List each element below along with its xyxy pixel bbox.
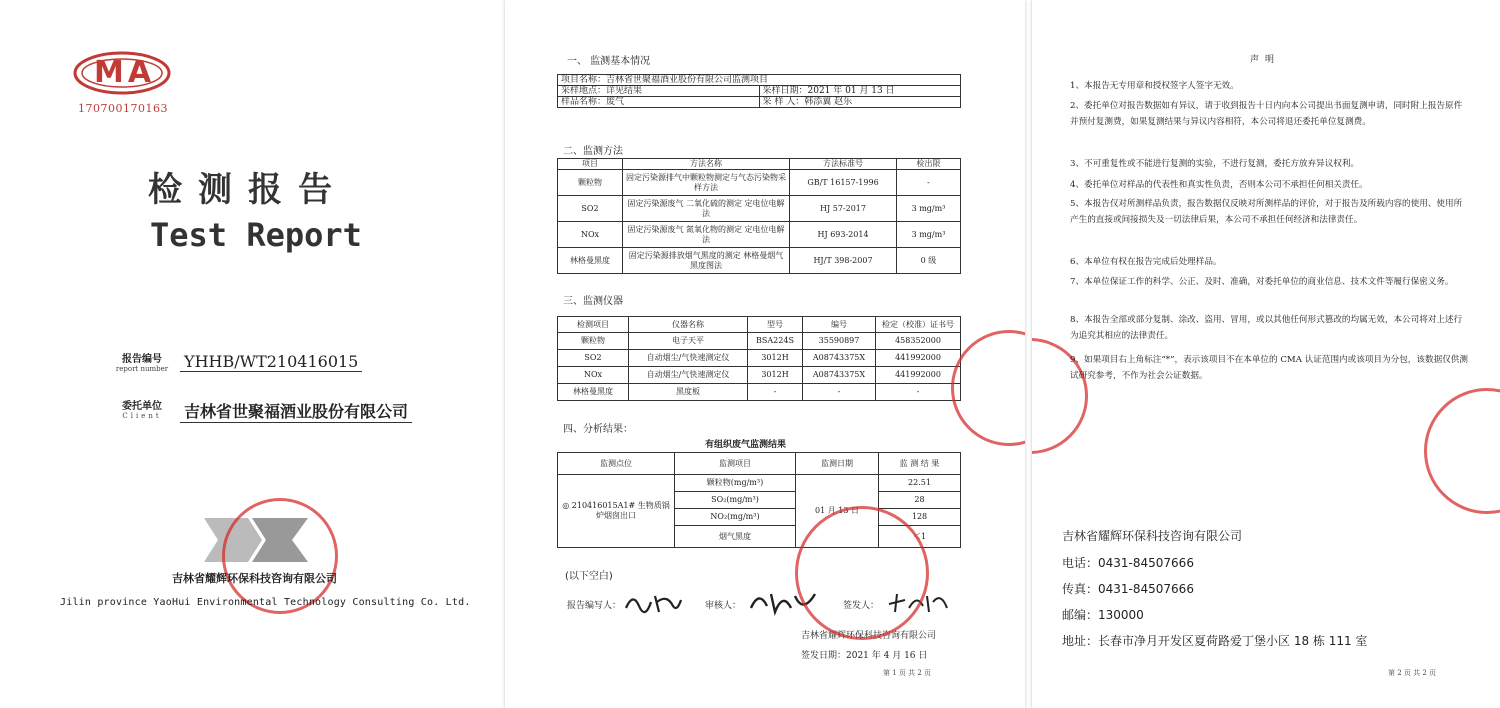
report-number: YHHB/WT210416015 [180,352,362,372]
table-cell: HJ 693-2014 [790,222,897,248]
company-seal-icon [795,506,929,640]
table-cell: 黑度板 [629,384,748,401]
table-cell: 林格曼黑度 [558,248,623,274]
table-cell: - [897,170,961,196]
table-header-cell: 检出限 [897,159,961,170]
table-cell: 01 月 13 日 [796,475,879,548]
table-row [558,97,961,108]
method-table [557,158,961,274]
table-row [558,248,961,274]
table-cell: 项目名称：吉林省世聚福酒业股份有限公司监测项目 [558,75,961,86]
table-cell: ＜1 [879,526,961,548]
table-cell: SO₂(mg/m³) [675,492,796,509]
page-number: 第 2 页 共 2 页 [1388,669,1437,677]
preparer-signature-icon [623,590,683,616]
report-title-en: Test Report [150,216,362,254]
client-label: 委托单位 [122,401,162,412]
instrument-table [557,316,961,401]
table-cell: A08743375X [803,367,876,384]
cma-logo-text: MA [94,55,156,90]
table-header-cell: 监 测 结 果 [879,453,961,475]
approver-label: 签发人： [843,601,880,611]
blank-note: (以下空白) [565,571,613,582]
client-label-en: Client [122,412,162,420]
table-cell: NOx [558,367,629,384]
table-cell: 林格曼黑度 [558,384,629,401]
cma-cert-number: 170700170163 [78,102,168,115]
table-cell: HJ 57-2017 [790,196,897,222]
table-cell: 采样地点：详见结果 [558,86,760,97]
table-cell: 35590897 [803,333,876,350]
section1-title: 一、 监测基本情况 [567,56,651,67]
table-row [558,475,961,492]
table-cell: A08743375X [803,350,876,367]
table-header-cell: 监测项目 [675,453,796,475]
table-cell: 458352000 [876,333,961,350]
table-cell: 0 级 [897,248,961,274]
section2-title: 二、监测方法 [563,146,623,157]
table-cell: 颗粒物 [558,333,629,350]
table-cell: NO₂(mg/m³) [675,509,796,526]
statement-item: 5、本报告仅对所测样品负责，报告数据仅反映对所测样品的评价，对于报告及所载内容的使用、使用所产生的直接或间接损失及一切法律后果，本公司不承担任何经济和法律责任。 [1070,199,1463,225]
table-header-row [558,159,961,170]
statement-item: 4、委托单位对样品的代表性和真实性负责，否则本公司不承担任何相关责任。 [1070,180,1368,190]
table-cell: 自动烟尘/气快速测定仪 [629,350,748,367]
table-cell: 441992000 [876,367,961,384]
issue-date: 签发日期：2021 年 4 月 16 日 [801,651,928,661]
table-cell: 颗粒物 [558,170,623,196]
table-header-cell: 检测项目 [558,317,629,333]
data-page [505,0,1025,708]
table-row [558,367,961,384]
table-cell: HJ/T 398-2007 [790,248,897,274]
table-header-cell: 方法名称 [623,159,790,170]
contact-company: 吉林省耀辉环保科技咨询有限公司 [1062,529,1243,543]
contact-tel: 电话：0431-84507666 [1062,556,1194,570]
statement-page [1032,0,1500,708]
section3-title: 三、监测仪器 [563,296,623,307]
table-cell: 颗粒物(mg/m³) [675,475,796,492]
table-cell: 电子天平 [629,333,748,350]
table-cell: 采 样 人：韩添翼 赵乐 [759,97,961,108]
table-cell: 128 [879,509,961,526]
table-header-cell: 监测点位 [558,453,675,475]
cover-page [0,0,498,708]
contact-fax: 传真：0431-84507666 [1062,582,1194,596]
client-label-block [112,397,172,420]
table-header-cell: 方法标准号 [790,159,897,170]
table-row [558,222,961,248]
table-cell: ◎ 210416015A1# 生物质锅炉烟囱出口 [558,475,675,548]
company-name-cn: 吉林省耀辉环保科技咨询有限公司 [172,572,337,585]
table-header-cell: 检定（校准）证书号 [876,317,961,333]
table-header-row [558,317,961,333]
table-cell: 固定污染源排放烟气黑度的测定 林格曼烟气黑度图法 [623,248,790,274]
table-cell: 固定污染源排气中颗粒物测定与气态污染物采样方法 [623,170,790,196]
table-cell: NOx [558,222,623,248]
table-cell: 22.51 [879,475,961,492]
table-cell: 3012H [748,367,803,384]
table-cell: 固定污染源废气 氮氧化物的测定 定电位电解法 [623,222,790,248]
table-cell: - [803,384,876,401]
table-cell: 固定污染源废气 二氧化硫的测定 定电位电解法 [623,196,790,222]
statement-item: 7、本单位保证工作的科学、公正、及时、准确，对委托单位的商业信息、技术文件等履行保密义务。 [1070,277,1454,287]
statement-item: 3、不可重复性或不能进行复测的实验，不进行复测，委托方放弃异议权利。 [1070,159,1360,169]
table-row [558,75,961,86]
report-no-label-en: report number [115,365,169,373]
table-cell: 3 mg/m³ [897,222,961,248]
report-title-cn: 检测报告 [148,170,348,210]
statement-title: 声明 [1250,55,1281,65]
table-cell: - [748,384,803,401]
table-cell: 3 mg/m³ [897,196,961,222]
table-cell: 441992000 [876,350,961,367]
contact-postcode: 邮编：130000 [1062,608,1144,622]
table-header-cell: 监测日期 [796,453,879,475]
table-row [558,196,961,222]
table-row [558,333,961,350]
table-header-cell: 编号 [803,317,876,333]
contact-address: 地址：长春市净月开发区夏荷路爱丁堡小区 18 栋 111 室 [1062,634,1368,648]
report-no-label: 报告编号 [122,354,162,365]
reviewer-label: 审核人： [705,601,742,611]
table-header-row [558,453,961,475]
table-cell: 采样日期：2021 年 01 月 13 日 [759,86,961,97]
table-cell: 自动烟尘/气快速测定仪 [629,367,748,384]
table-cell: SO2 [558,350,629,367]
statement-item: 9、如果项目右上角标注“*”，表示该项目不在本单位的 CMA 认证范围内或该项目为分包，该数据仅供测试研究参考，不作为社会公证数据。 [1070,355,1468,381]
table-cell: GB/T 16157-1996 [790,170,897,196]
company-name-en: Jilin province YaoHui Environmental Technology Consulting Co. Ltd. [60,597,471,608]
page-seam-seal-icon [1424,388,1500,514]
section4-title: 四、分析结果： [563,424,633,435]
statement-item: 1、本报告无专用章和授权签字人签字无效。 [1070,81,1239,91]
table-header-cell: 型号 [748,317,803,333]
table-cell: BSA224S [748,333,803,350]
issuer-name: 吉林省耀辉环保科技咨询有限公司 [801,631,937,641]
table-header-cell: 仪器名称 [629,317,748,333]
table-cell: 烟气黑度 [675,526,796,548]
table-row [558,170,961,196]
basic-info-table [557,74,961,108]
page-number: 第 1 页 共 2 页 [883,669,932,677]
table-cell: 28 [879,492,961,509]
table-row [558,384,961,401]
result-table-title: 有组织废气监测结果 [705,440,787,450]
table-cell: 样品名称：废气 [558,97,760,108]
client-name: 吉林省世聚福酒业股份有限公司 [180,399,412,423]
table-cell: 3012H [748,350,803,367]
page-seam-seal-icon [951,330,1025,446]
table-header-cell: 项目 [558,159,623,170]
statement-item: 6、本单位有权在报告完成后处理样品。 [1070,257,1222,267]
table-cell: SO2 [558,196,623,222]
table-row [558,86,961,97]
statement-item: 8、本报告全部或部分复制、涂改、盗用、冒用，或以其他任何形式篡改的均属无效，本公司将对上述行为追究其相应的法律责任。 [1070,315,1463,341]
preparer-label: 报告编写人： [567,601,622,611]
report-no-label-block [112,350,172,373]
statement-item: 2、委托单位对报告数据如有异议，请于收到报告十日内向本公司提出书面复测申请，同时附上报告原件并预付复测费，如果复测结果与异议内容相符，本公司将退还委托单位复测费。 [1070,101,1463,127]
table-cell: - [876,384,961,401]
table-row [558,350,961,367]
